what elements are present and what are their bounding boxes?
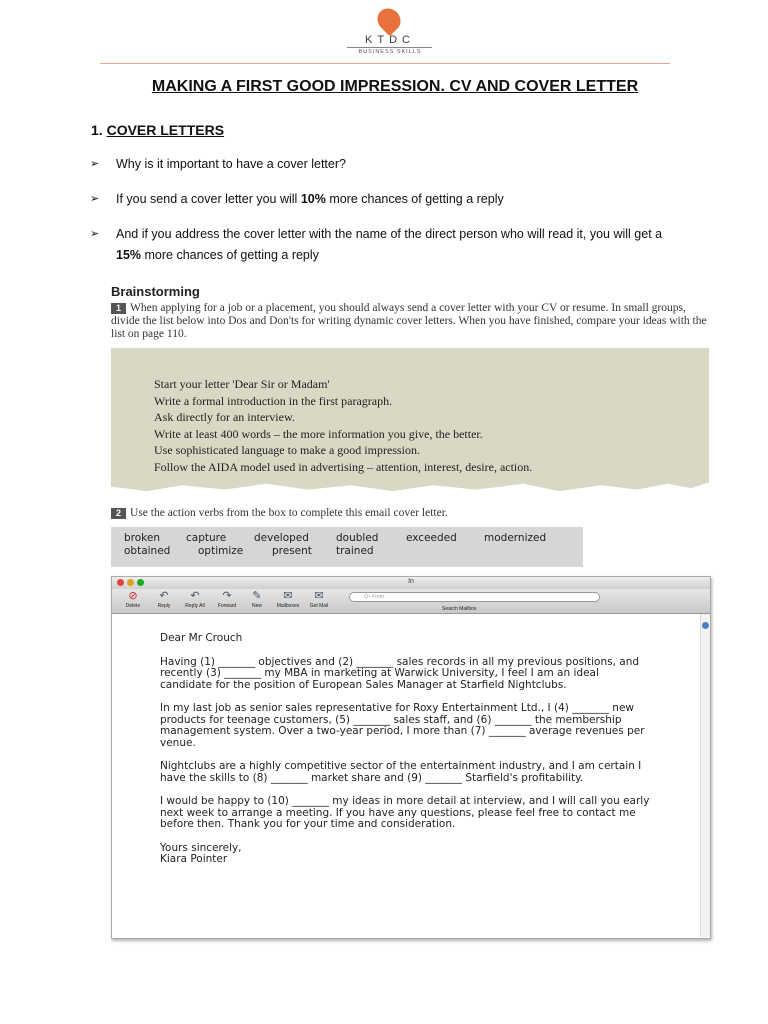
verb-row xyxy=(124,532,546,544)
brainstorming-title: Brainstorming xyxy=(111,284,200,299)
reply-all-icon: ↶ xyxy=(190,590,200,602)
verb-word: developed xyxy=(254,532,309,544)
task2-instructions xyxy=(111,507,448,519)
verb-box xyxy=(111,527,583,567)
list-item: Write a formal introduction in the first paragraph. xyxy=(154,393,393,408)
arrow-bullet-icon: ➢ xyxy=(90,158,100,170)
verb-word: present xyxy=(272,545,312,557)
verb-word: obtained xyxy=(124,545,171,557)
letter-paragraph: I would be happy to (10) _______ my ideas in more detail at interview, and I will call you early next week to arrange a meeting. If you have any questions, please feel free to contact me before then. Thank you for your time and consideration. xyxy=(160,795,650,830)
dos-donts-list xyxy=(154,376,532,475)
list-item: Start your letter 'Dear Sir or Madam' xyxy=(154,377,330,391)
header-rule xyxy=(100,63,670,64)
letter-paragraph: Having (1) _______ objectives and (2) _______ sales records in all my previous positions, and recently (3) _______ my MBA in marketing at Warwick University, I feel I am an ideal candidate for the position of European Sales Manager at Starfield Nightclubs. xyxy=(160,655,640,691)
mailboxes-icon: ✉ xyxy=(283,590,293,602)
section-title: COVER LETTERS xyxy=(106,122,225,138)
task-number-badge: 2 xyxy=(111,508,126,519)
forward-icon: ↷ xyxy=(222,590,232,602)
delete-icon: ⊘ xyxy=(128,590,138,602)
mailboxes-button[interactable]: ✉ Mailboxes xyxy=(276,590,300,609)
scroll-indicator-icon[interactable] xyxy=(702,622,709,629)
logo-subtitle: BUSINESS SKILLS xyxy=(358,49,422,55)
get-mail-button[interactable]: ✉ Get Mail xyxy=(309,590,329,609)
verb-word: broken xyxy=(124,532,160,544)
letter-closing: Yours sincerely, xyxy=(160,841,242,854)
mail-toolbar xyxy=(112,589,710,614)
verb-word: doubled xyxy=(336,532,379,544)
reply-icon: ↶ xyxy=(159,590,169,602)
compose-icon: ✎ xyxy=(252,590,262,602)
task-number-badge: 1 xyxy=(111,303,126,314)
mail-titlebar xyxy=(112,577,710,589)
task1-text: When applying for a job or a placement, you should always send a cover letter with your CV or resume. In small groups, divide the list below into Dos and Don'ts for writing dynamic cover letters. When you have finished, compare your ideas with the list on page 110. xyxy=(111,302,707,340)
reply-button[interactable]: ↶ Reply xyxy=(157,590,171,609)
list-item: Write at least 400 words – the more information you give, the better. xyxy=(154,426,483,441)
ktdc-logo-icon xyxy=(373,4,406,37)
search-mailbox-label: Search Mailbox xyxy=(442,606,477,612)
logo-text: KTDC xyxy=(365,34,415,46)
verb-word: optimize xyxy=(198,545,244,557)
list-item: Ask directly for an interview. xyxy=(154,410,295,424)
letter-paragraph: In my last job as senior sales representative for Roxy Entertainment Ltd., I (4) _______ new products for teenage customers, (5) _______ sales staff, and (6) _______ the membership management system. Over a two-year period, I more than (7) _______ average revenues per venue. xyxy=(160,702,645,749)
task1-instructions xyxy=(111,302,711,341)
verb-word: modernized xyxy=(484,532,547,544)
verb-row xyxy=(124,545,374,557)
mail-scrollbar[interactable] xyxy=(700,614,710,937)
verb-word: trained xyxy=(336,545,374,557)
mail-window-title: In xyxy=(408,578,414,585)
section-heading xyxy=(91,122,224,138)
bullet-text: If you send a cover letter you will 10% more chances of getting a reply xyxy=(116,192,504,206)
search-mailbox-input[interactable]: Q~ From xyxy=(349,592,600,602)
arrow-bullet-icon: ➢ xyxy=(90,193,100,205)
bullet-text: Why is it important to have a cover letter? xyxy=(116,157,346,171)
verb-word: exceeded xyxy=(406,532,457,544)
task2-text: Use the action verbs from the box to complete this email cover letter. xyxy=(130,507,448,519)
bullet-text: And if you address the cover letter with the name of the direct person who will read it, you will get a 15% more chances of getting a reply xyxy=(116,227,663,262)
letter-signature: Kiara Pointer xyxy=(160,853,228,865)
forward-button[interactable]: ↷ Forward xyxy=(217,590,237,609)
letter-paragraph: Nightclubs are a highly competitive sector of the entertainment industry, and I am certain I have the skills to (8) _______ market share and (9) _______ Starfield's profitability. xyxy=(160,760,642,784)
verb-word: capture xyxy=(186,532,227,544)
mail-window xyxy=(111,576,711,939)
page-title: MAKING A FIRST GOOD IMPRESSION. CV AND COVER LETTER xyxy=(151,78,639,95)
delete-button[interactable]: ⊘ Delete xyxy=(125,590,141,609)
get-mail-icon: ✉ xyxy=(314,590,324,602)
reply-all-button[interactable]: ↶ Reply All xyxy=(185,590,205,609)
new-message-button[interactable]: ✎ New xyxy=(251,590,262,609)
arrow-bullet-icon: ➢ xyxy=(90,228,100,240)
cover-letter-body xyxy=(160,633,650,866)
logo-divider xyxy=(347,47,432,48)
letter-greeting: Dear Mr Crouch xyxy=(160,632,243,644)
list-item: Follow the AIDA model used in advertising – attention, interest, desire, action. xyxy=(154,459,533,474)
section-number: 1. xyxy=(91,122,103,138)
list-item: Use sophisticated language to make a good impression. xyxy=(154,443,420,457)
